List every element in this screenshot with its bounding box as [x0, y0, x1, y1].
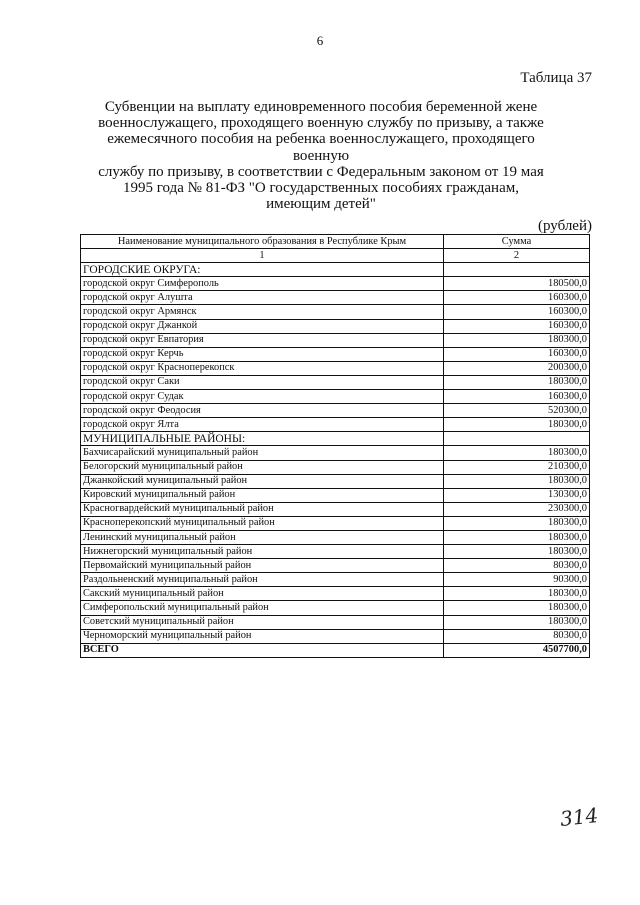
amount: 180300,0 — [444, 601, 590, 615]
title-line: службу по призыву, в соответствии с Федеральным законом от 19 мая — [98, 163, 544, 180]
table-row — [81, 277, 590, 291]
amount: 180300,0 — [444, 333, 590, 347]
table-row — [81, 587, 590, 601]
table-row — [81, 404, 590, 418]
header-row — [81, 235, 590, 249]
table-row — [81, 333, 590, 347]
amount: 230300,0 — [444, 502, 590, 516]
amount: 520300,0 — [444, 404, 590, 418]
table-row — [81, 601, 590, 615]
table-row — [81, 474, 590, 488]
page-number: 6 — [316, 33, 324, 48]
amount: 200300,0 — [444, 361, 590, 375]
amount: 160300,0 — [444, 305, 590, 319]
units-label: (рублей) — [537, 218, 592, 234]
column-number: 2 — [444, 249, 590, 263]
amount: 180300,0 — [444, 545, 590, 559]
table-row — [81, 446, 590, 460]
table-row — [81, 347, 590, 361]
section-title: ГОРОДСКИЕ ОКРУГА: — [81, 263, 444, 277]
header-amount: Сумма — [444, 235, 590, 249]
amount: 160300,0 — [444, 390, 590, 404]
municipality-name: Советский муниципальный район — [81, 615, 444, 629]
table-row — [81, 615, 590, 629]
amount: 160300,0 — [444, 291, 590, 305]
section-row — [81, 432, 590, 446]
municipality-name: городской округ Симферополь — [81, 277, 444, 291]
amount: 210300,0 — [444, 460, 590, 474]
total-label: ВСЕГО — [81, 643, 444, 657]
amount: 180300,0 — [444, 474, 590, 488]
table-row — [81, 559, 590, 573]
amount: 80300,0 — [444, 559, 590, 573]
total-amount: 4507700,0 — [444, 643, 590, 657]
empty-cell — [444, 263, 590, 277]
amount: 180300,0 — [444, 587, 590, 601]
table-row — [81, 418, 590, 432]
section-row — [81, 263, 590, 277]
table-label: Таблица 37 — [520, 70, 592, 86]
table-row — [81, 545, 590, 559]
municipality-name: Сакский муниципальный район — [81, 587, 444, 601]
amount: 180300,0 — [444, 375, 590, 389]
amount: 80300,0 — [444, 629, 590, 643]
column-number: 1 — [81, 249, 444, 263]
table-row — [81, 319, 590, 333]
table-row — [81, 573, 590, 587]
table-body — [81, 263, 590, 658]
document-title — [86, 99, 556, 212]
title-line: Субвенции на выплату единовременного пособия беременной жене — [104, 99, 538, 115]
amount: 180500,0 — [444, 277, 590, 291]
table-row — [81, 502, 590, 516]
municipality-name: Черноморский муниципальный район — [81, 629, 444, 643]
municipality-name: Раздольненский муниципальный район — [81, 573, 444, 587]
title-line: военнослужащего, проходящего военную службу по призыву, а также — [98, 115, 544, 132]
municipality-name: городской округ Судак — [81, 390, 444, 404]
amount: 130300,0 — [444, 488, 590, 502]
table-row — [81, 361, 590, 375]
amount: 180300,0 — [444, 516, 590, 530]
table-row — [81, 460, 590, 474]
municipality-name: Красногвардейский муниципальный район — [81, 502, 444, 516]
municipality-name: Ленинский муниципальный район — [81, 530, 444, 544]
municipality-name: городской округ Алушта — [81, 291, 444, 305]
amount: 160300,0 — [444, 347, 590, 361]
municipality-name: городской округ Армянск — [81, 305, 444, 319]
amount: 90300,0 — [444, 573, 590, 587]
municipality-name: Нижнегорский муниципальный район — [81, 545, 444, 559]
table-row — [81, 375, 590, 389]
title-line: имеющим детей" — [266, 196, 376, 213]
title-line: 1995 года № 81-ФЗ "О государственных пособиях гражданам, — [123, 180, 519, 197]
municipality-name: городской округ Феодосия — [81, 404, 444, 418]
table-row — [81, 390, 590, 404]
municipality-name: Первомайский муниципальный район — [81, 559, 444, 573]
municipality-name: городской округ Евпатория — [81, 333, 444, 347]
municipality-name: городской округ Красноперекопск — [81, 361, 444, 375]
municipality-name: Бахчисарайский муниципальный район — [81, 446, 444, 460]
municipality-name: Белогорский муниципальный район — [81, 460, 444, 474]
municipality-name: Красноперекопский муниципальный район — [81, 516, 444, 530]
municipality-name: городской округ Джанкой — [81, 319, 444, 333]
header-name: Наименование муниципального образования в Республике Крым — [81, 235, 444, 249]
amount: 160300,0 — [444, 319, 590, 333]
handwritten-page-mark: 314 — [558, 803, 600, 831]
empty-cell — [444, 432, 590, 446]
table-row — [81, 305, 590, 319]
municipality-name: Симферопольский муниципальный район — [81, 601, 444, 615]
municipality-name: городской округ Ялта — [81, 418, 444, 432]
column-number-row — [81, 249, 590, 263]
section-title: МУНИЦИПАЛЬНЫЕ РАЙОНЫ: — [81, 432, 444, 446]
municipality-name: городской округ Саки — [81, 375, 444, 389]
subvention-table — [80, 234, 590, 658]
total-row — [81, 643, 590, 657]
amount: 180300,0 — [444, 615, 590, 629]
table-row — [81, 516, 590, 530]
municipality-name: Джанкойский муниципальный район — [81, 474, 444, 488]
amount: 180300,0 — [444, 530, 590, 544]
amount: 180300,0 — [444, 446, 590, 460]
amount: 180300,0 — [444, 418, 590, 432]
table-row — [81, 291, 590, 305]
table-row — [81, 488, 590, 502]
municipality-name: Кировский муниципальный район — [81, 488, 444, 502]
table-row — [81, 530, 590, 544]
table-row — [81, 629, 590, 643]
municipality-name: городской округ Керчь — [81, 347, 444, 361]
title-line: ежемесячного пособия на ребенка военнослужащего, проходящего военную — [107, 131, 535, 164]
